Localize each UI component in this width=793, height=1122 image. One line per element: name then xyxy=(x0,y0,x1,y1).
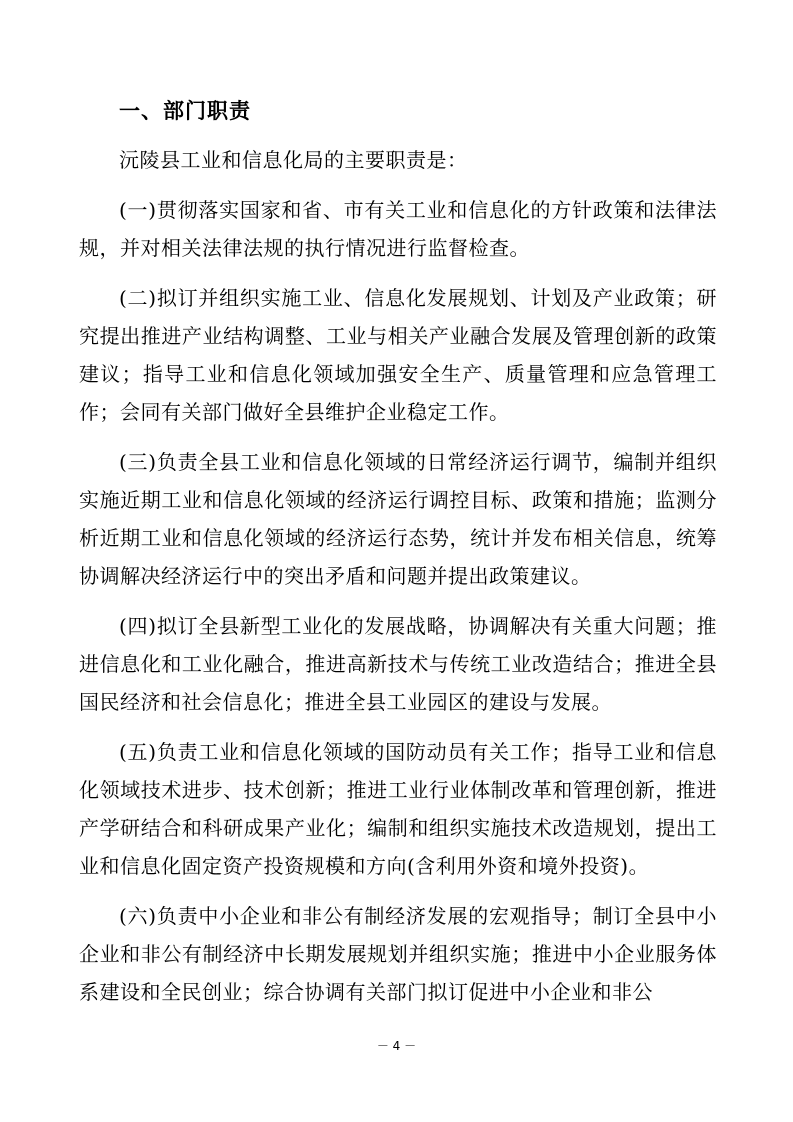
intro-paragraph: 沅陵县工业和信息化局的主要职责是： xyxy=(119,148,468,172)
duty-paragraph-1: (一)贯彻落实国家和省、市有关工业和信息化的方针政策和法律法规，并对相关法律法规的执行情况进行监督检查。 xyxy=(79,198,717,260)
section-heading: 一、部门职责 xyxy=(119,99,251,123)
duty-paragraph-4: (四)拟订全县新型工业化的发展战略，协调解决有关重大问题；推进信息化和工业化融合，推进高新技术与传统工业改造结合；推进全县国民经济和社会信息化；推进全县工业园区的建设与发展。 xyxy=(79,614,717,714)
duty-paragraph-3: (三)负责全县工业和信息化领域的日常经济运行调节，编制并组织实施近期工业和信息化领域的经济运行调控目标、政策和措施；监测分析近期工业和信息化领域的经济运行态势，统计并发布相关信息，统筹协调解决经济运行中的突出矛盾和问题并提出政策建议。 xyxy=(79,450,717,588)
duty-paragraph-2: (二)拟订并组织实施工业、信息化发展规划、计划及产业政策；研究提出推进产业结构调整、工业与相关产业融合发展及管理创新的政策建议；指导工业和信息化领域加强安全生产、质量管理和应急管理工作；会同有关部门做好全县维护企业稳定工作。 xyxy=(79,286,717,424)
body-text xyxy=(79,141,717,1023)
duty-paragraph-6: (六)负责中小企业和非公有制经济发展的宏观指导；制订全县中小企业和非公有制经济中长期发展规划并组织实施；推进中小企业服务体系建设和全民创业；综合协调有关部门拟订促进中小企业和非公 xyxy=(79,904,717,1004)
duty-paragraph-5: (五)负责工业和信息化领域的国防动员有关工作；指导工业和信息化领域技术进步、技术创新；推进工业行业体制改革和管理创新，推进产学研结合和科研成果产业化；编制和组织实施技术改造规划，提出工业和信息化固定资产投资规模和方向(含利用外资和境外投资)。 xyxy=(79,740,717,878)
page-number: － 4 － xyxy=(376,1039,417,1053)
